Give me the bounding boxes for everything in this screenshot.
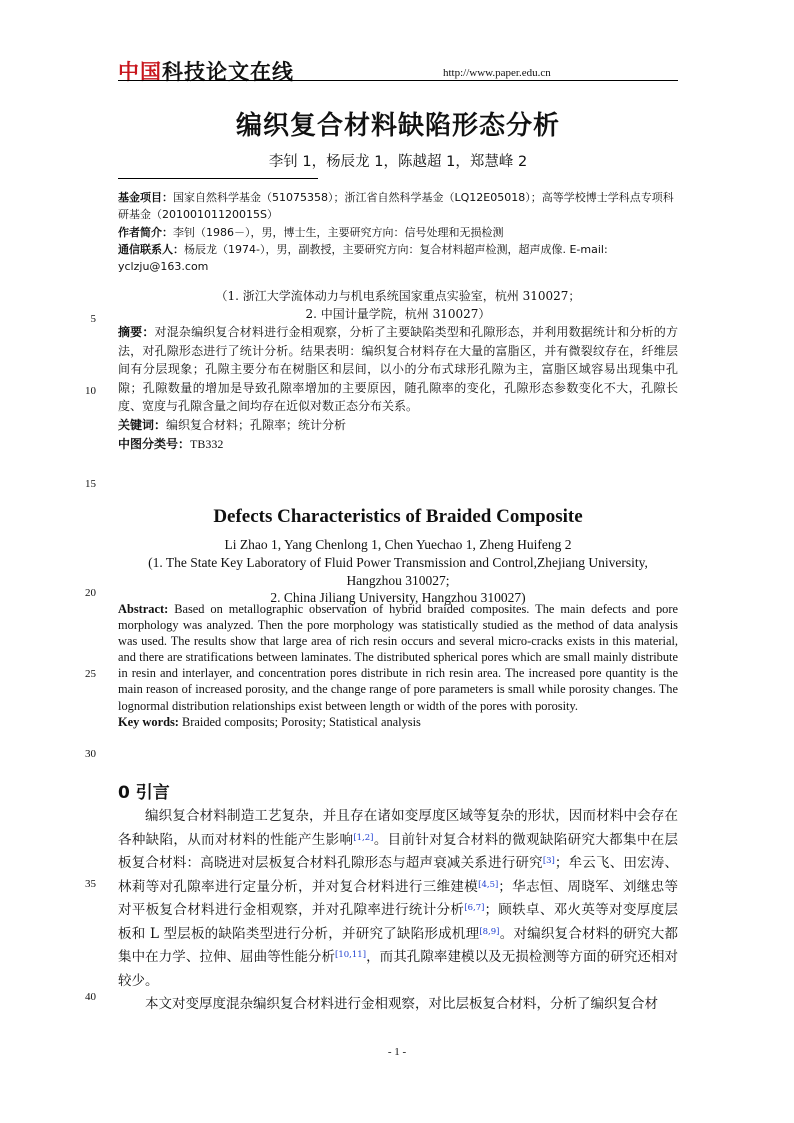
- abstract-cn: [118, 323, 678, 453]
- citation-link[interactable]: [3]: [542, 856, 555, 866]
- citation-link[interactable]: [4,5]: [478, 879, 499, 890]
- abstract-cn-text: 摘要：对混杂编织复合材料进行金相观察，分析了主要缺陷类型和孔隙形态，并利用数据统计和分析的方法，对孔隙形态进行了统计分析。结果表明：编织复合材料存在大量的富脂区，并有微裂纹存在，纤维层间有分层现象；孔隙主要分布在树脂区和层间，以小的分布式球形孔隙为主，富脂区域容易出现集中孔隙；孔隙数量的增加是导致孔隙率增加的主要原因，随孔隙率的变化，孔隙形态参数变化不大，孔隙长度、宽度与孔隙含量之间均存在近似对数正态分布关系。: [118, 325, 678, 414]
- authors-cn: 李钊 1，杨辰龙 1，陈越超 1，郑慧峰 2: [268, 154, 528, 170]
- affiliations-cn: （1. 浙江大学流体动力与机电系统国家重点实验室，杭州 310027； 2. 中国计量学院，杭州 310027）: [215, 289, 581, 321]
- line-number: 15: [85, 478, 96, 490]
- paper-title: 编织复合材料缺陷形态分析: [235, 111, 560, 141]
- paper-title-en: Defects Characteristics of Braided Composite: [213, 506, 583, 527]
- body-paragraph: 本文对变厚度混杂编织复合材料进行金相观察，对比层板复合材料，分析了编织复合材: [145, 996, 658, 1012]
- header-url[interactable]: http://www.paper.edu.cn: [443, 67, 551, 79]
- affiliations-en: (1. The State Key Laboratory of Fluid Power Transmission and Control,Zhejiang University, Hangzhou 310027; 2. China Jiliang University, Hangzhou 310027): [148, 555, 648, 605]
- keywords-cn: 关键词：编织复合材料；孔隙率；统计分析: [118, 417, 347, 432]
- citation-link[interactable]: [8,9]: [479, 926, 500, 937]
- line-number: 5: [90, 313, 96, 325]
- author-meta: [118, 189, 678, 275]
- abstract-en-text: Abstract: Based on metallographic observation of hybrid braided composites. The main defects and pore morphology was analyzed. Then the pore morphology was statistically studied as the method of data analysis was used. The results show that large area of rich resin occurs and several micro-cracks exists in this material, and there are stratifications between laminates. The distributed spherical pores which are small mainly distribute in resin and interlayer, and concentration pores distribute in rich resin area. The increased pore quantity is the main reason of increased porosity, and the change range of pore parameters is small while porosity changes. The lognormal distribution relationships exist between length or width of the pores with porosity.: [118, 602, 678, 713]
- abstract-en: [118, 601, 678, 730]
- line-number: 40: [85, 991, 96, 1003]
- line-number: 35: [85, 878, 96, 890]
- line-number: 25: [85, 668, 96, 680]
- author-bio-line: 作者简介：李钊（1986－），男，博士生，主要研究方向：信号处理和无损检测: [118, 225, 504, 239]
- keywords-en: Key words: Braided composits; Porosity; Statistical analysis: [118, 714, 421, 729]
- citation-link[interactable]: [6,7]: [464, 903, 485, 913]
- section-body: [118, 805, 678, 1017]
- footnote-rule: [118, 178, 318, 179]
- line-number: 10: [85, 385, 96, 397]
- page-number: - 1 -: [387, 1046, 407, 1058]
- body-paragraph: 编织复合材料制造工艺复杂，并且存在诸如变厚度区域等复杂的形状，因而材料中会存在各种缺陷，从而对材料的性能产生影响[1,2]。目前针对复合材料的微观缺陷研究大都集中在层板复合材料：高晓进对层板复合材料孔隙形态与超声衰减关系进行研究[3]；牟云飞、田宏涛、林莉等对孔隙率进行定量分析，并对复合材料进行三维建模[4,5]；华志恒、周晓军、刘继忠等对平板复合材料进行金相观察，并对孔隙率进行统计分析[6,7]；顾轶卓、邓火英等对变厚度层板和 L 型层板的缺陷类型进行分析，并研究了缺陷形成机理[8,9]。对编织复合材料的研究大都集中在力学、拉伸、屈曲等性能分析[10,11]，而其孔隙率建模以及无损检测等方面的研究还相对较少。: [118, 808, 679, 989]
- citation-link[interactable]: [1,2]: [353, 832, 374, 843]
- contact-line: 通信联系人：杨辰龙（1974-），男，副教授，主要研究方向：复合材料超声检测，超声成像. E-mail: yclzju@163.com: [118, 242, 608, 274]
- line-number: 30: [85, 748, 96, 760]
- journal-logo: 中国科技论文在线: [118, 59, 294, 84]
- line-number: 20: [85, 587, 96, 599]
- authors-en: Li Zhao 1, Yang Chenlong 1, Chen Yuechao 1, Zheng Huifeng 2: [224, 537, 572, 552]
- citation-link[interactable]: [10,11]: [335, 950, 367, 960]
- clc-number: 中图分类号：TB332: [118, 436, 224, 451]
- header-rule: [118, 80, 678, 81]
- section-heading: 0 引言: [118, 783, 170, 803]
- funding-line: 基金项目：国家自然科学基金（51075358）；浙江省自然科学基金（LQ12E05018）；高等学校博士学科点专项科研基金（20100101120015S）: [118, 191, 674, 222]
